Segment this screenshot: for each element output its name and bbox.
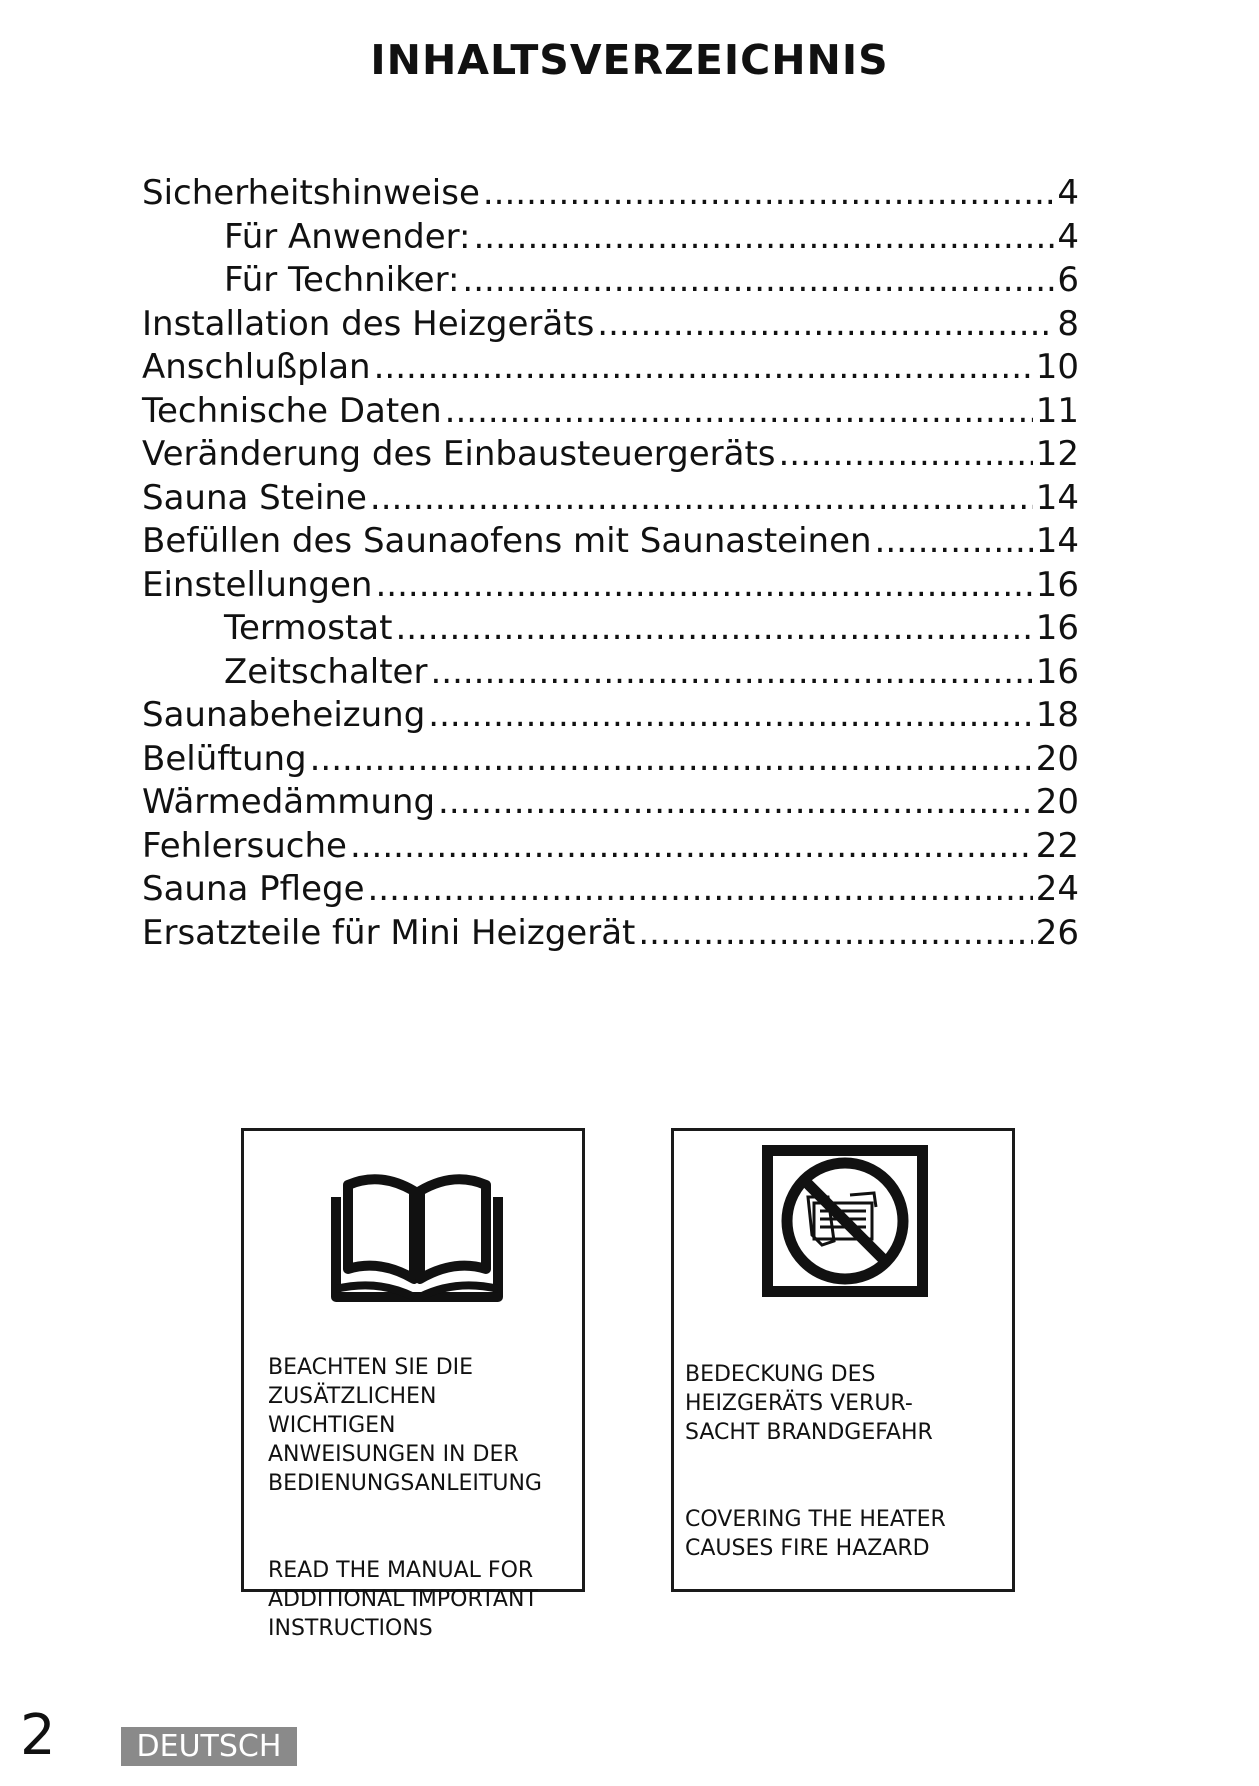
read-manual-text-de: BEACHTEN SIE DIE ZUSÄTZLICHEN WICHTIGEN ANWEISUNGEN IN DER BEDIENUNGSANLEITUNG [268,1355,542,1496]
toc-leader-dots [428,694,1032,738]
toc-leader-dots [430,651,1032,695]
toc-leader-dots [445,390,1033,434]
toc-leader-dots [779,433,1033,477]
read-manual-text-en: READ THE MANUAL FOR ADDITIONAL IMPORTANT INSTRUCTIONS [268,1558,538,1641]
toc-entry-page: 14 [1035,477,1079,518]
toc-entry-label: Saunabeheizung [142,695,426,735]
toc-leader-dots [374,346,1033,390]
toc-entry-page: 16 [1035,651,1079,692]
read-manual-notice [241,1128,585,1641]
toc-leader-dots [438,781,1033,825]
toc-leader-dots [638,912,1032,956]
toc-entry [142,781,1079,825]
toc-entry-label: Befüllen des Saunaofens mit Saunasteinen [142,521,872,561]
toc-entry [142,346,1079,390]
toc-entry-label: Anschlußplan [142,347,371,387]
toc-entry-label: Wärmedämmung [142,782,436,822]
toc-entry [142,694,1079,738]
toc-entry-page: 20 [1035,782,1079,822]
toc-entry-page: 10 [1035,347,1079,387]
toc-entry [142,303,1079,347]
read-manual-text [268,1324,542,1643]
language-badge: DEUTSCH [121,1727,297,1766]
toc-entry-page: 6 [1057,260,1079,300]
toc-leader-dots [483,172,1054,216]
toc-leader-dots [597,303,1054,347]
toc-entry-label: Für Anwender: [224,216,471,257]
toc-entry [142,912,1079,956]
toc-entry-label: Ersatzteile für Mini Heizgerät [142,912,636,953]
toc-entry-page: 14 [1035,521,1079,561]
fire-hazard-text-en: COVERING THE HEATER CAUSES FIRE HAZARD [685,1507,946,1561]
toc-leader-dots [310,738,1033,782]
toc-entry [142,172,1079,216]
toc-entry [142,433,1079,477]
toc-entry-label: Sauna Pflege [142,869,365,909]
toc-entry-label: Technische Daten [142,390,442,431]
toc-leader-dots [875,520,1033,564]
toc-entry-page: 11 [1035,390,1079,431]
toc-entry-label: Termostat [224,608,393,648]
toc-entry-label: Für Techniker: [224,260,460,300]
fire-hazard-text [685,1331,946,1563]
toc-entry-page: 16 [1035,564,1079,605]
toc-entry [142,216,1079,260]
toc-entry [142,651,1079,695]
toc-entry-page: 26 [1035,912,1079,953]
toc-entry [142,520,1079,564]
fire-hazard-text-de: BEDECKUNG DES HEIZGERÄTS VERUR- SACHT BRANDGEFAHR [685,1362,933,1445]
toc-leader-dots [473,216,1054,260]
toc-entry-label: Installation des Heizgeräts [142,303,595,344]
toc-entry-page: 16 [1035,608,1079,648]
toc-leader-dots [395,607,1032,651]
toc-leader-dots [375,564,1032,608]
toc-leader-dots [462,259,1054,303]
toc-entry [142,825,1079,869]
no-covering-heater-icon [762,1145,928,1301]
toc-entry-page: 22 [1035,825,1079,866]
toc-entry [142,868,1079,912]
toc-entry [142,390,1079,434]
toc-entry [142,564,1079,608]
toc-entry [142,259,1079,303]
page-title: INHALTSVERZEICHNIS [370,36,889,84]
toc-leader-dots [368,868,1033,912]
toc-entry-page: 24 [1035,869,1079,909]
page-number: 2 [20,1703,56,1768]
toc-entry-page: 18 [1035,695,1079,735]
toc-entry-page: 12 [1035,434,1079,474]
toc-entry-label: Fehlersuche [142,825,347,866]
toc-entry-page: 4 [1057,173,1079,213]
toc-entry-page: 4 [1057,216,1079,257]
open-book-icon [328,1161,506,1309]
toc-entry [142,607,1079,651]
toc-entry-label: Einstellungen [142,564,373,605]
table-of-contents [142,172,1079,955]
toc-entry-label: Sicherheitshinweise [142,173,480,213]
toc-entry [142,738,1079,782]
toc-entry-label: Zeitschalter [224,651,428,692]
toc-entry-page: 20 [1035,738,1079,779]
toc-entry-page: 8 [1057,303,1079,344]
toc-entry-label: Belüftung [142,738,307,779]
fire-hazard-notice [671,1128,1015,1592]
toc-entry-label: Sauna Steine [142,477,367,518]
toc-entry-label: Veränderung des Einbausteuergeräts [142,434,776,474]
toc-entry [142,477,1079,521]
toc-leader-dots [350,825,1033,869]
toc-leader-dots [370,477,1033,521]
